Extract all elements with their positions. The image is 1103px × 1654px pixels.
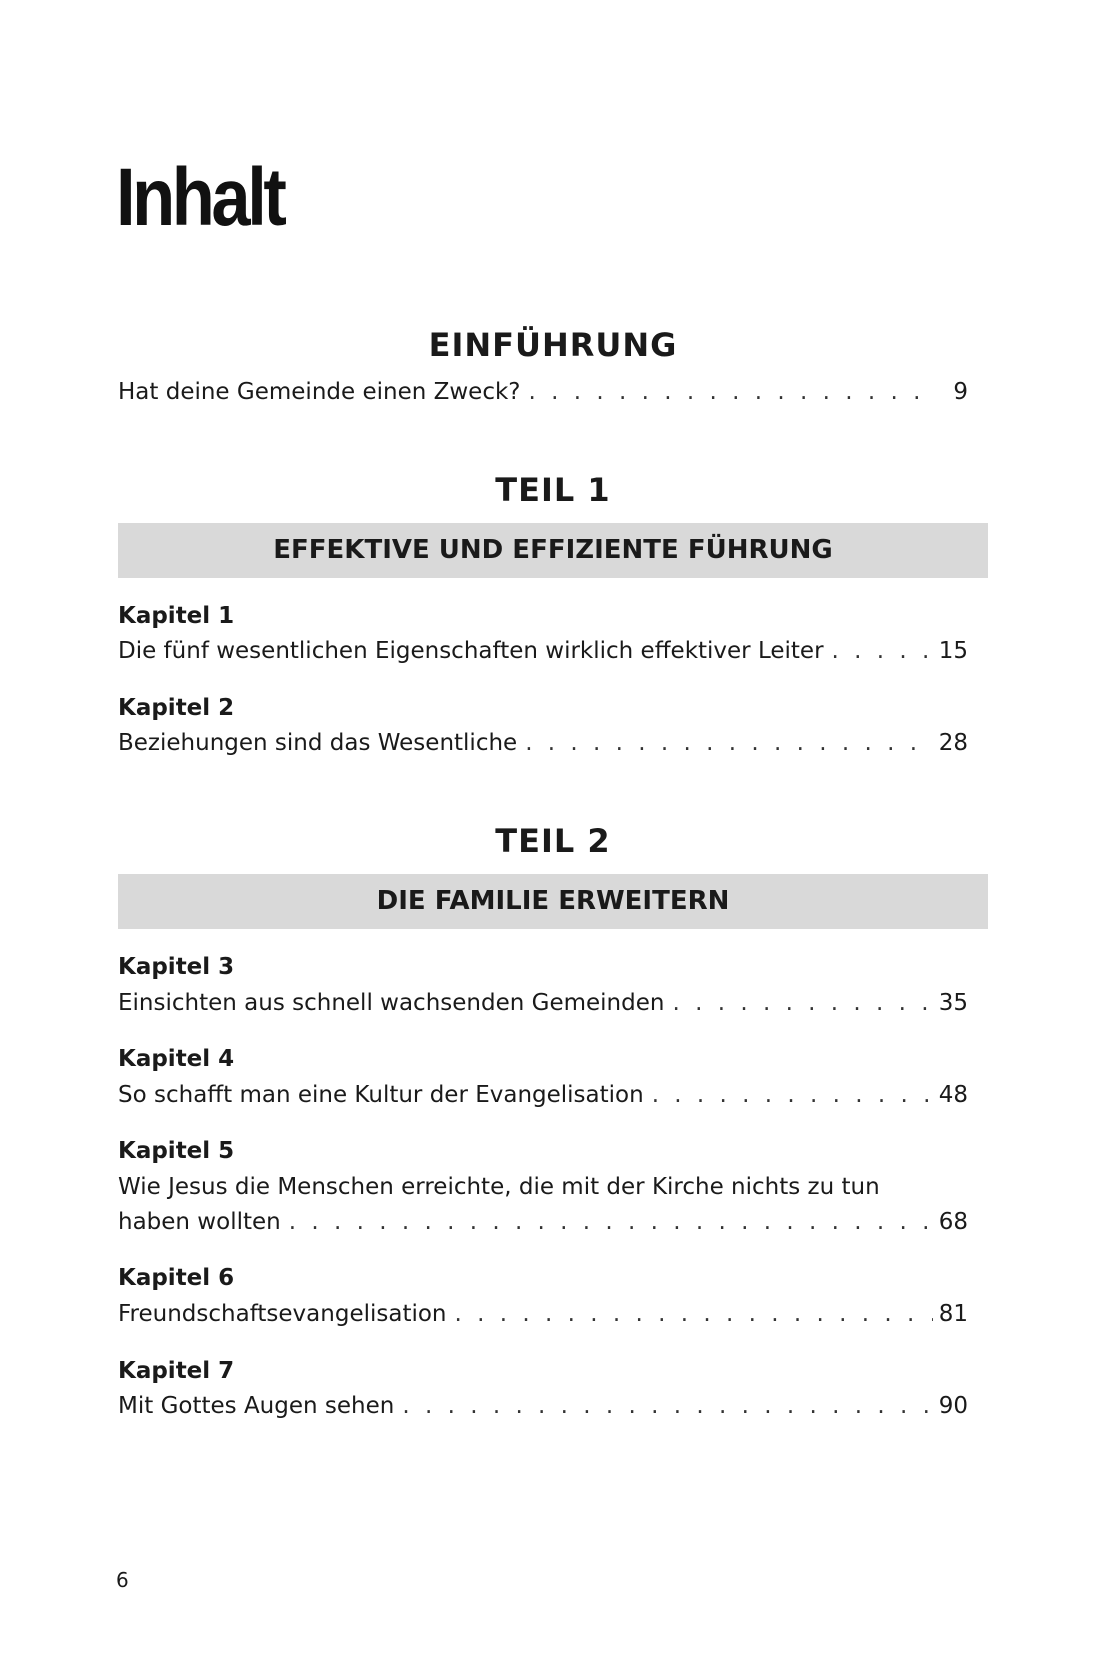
toc-entry-page: 35 [938,990,968,1016]
toc-entry-page: 9 [953,379,968,405]
toc-entry-title: Freundschaftsevangelisation [118,1301,447,1327]
part2-heading: TEIL 2 [495,822,611,860]
toc-entry-intro[interactable] [118,374,968,410]
chapter-label: Kapitel 1 [118,603,235,629]
intro-heading: EINFÜHRUNG [428,326,678,364]
page-number: 6 [116,1568,129,1592]
toc-entry-title-line1[interactable]: Wie Jesus die Menschen erreichte, die mit der Kirche nichts zu tun [118,1174,880,1200]
dot-leader [652,1077,933,1113]
toc-entry-page: 90 [938,1393,968,1419]
toc-entry-title: So schafft man eine Kultur der Evangelisation [118,1082,644,1108]
toc-entry-page: 28 [938,730,968,756]
toc-entry-title: Einsichten aus schnell wachsenden Gemeinden [118,990,665,1016]
toc-entry-page: 15 [938,638,968,664]
toc-entry-chapter-2[interactable] [118,725,968,761]
toc-entry-title: Die fünf wesentlichen Eigenschaften wirklich effektiver Leiter [118,638,824,664]
chapter-label: Kapitel 4 [118,1046,235,1072]
dot-leader [402,1388,932,1424]
dot-leader [672,985,932,1021]
toc-entry-page: 68 [938,1209,968,1235]
dot-leader [289,1204,933,1240]
toc-entry-title: Beziehungen sind das Wesentliche [118,730,518,756]
toc-entry-chapter-3[interactable] [118,985,968,1021]
toc-entry-page: 48 [938,1082,968,1108]
toc-entry-chapter-5[interactable] [118,1204,968,1240]
part1-heading: TEIL 1 [495,471,611,509]
toc-entry-title: Mit Gottes Augen sehen [118,1393,395,1419]
toc-entry-chapter-7[interactable] [118,1388,968,1424]
chapter-label: Kapitel 5 [118,1138,235,1164]
toc-entry-title: Hat deine Gemeinde einen Zweck? [118,379,521,405]
part1-banner: EFFEKTIVE UND EFFIZIENTE FÜHRUNG [118,523,988,578]
toc-entry-chapter-6[interactable] [118,1296,968,1332]
toc-entry-chapter-4[interactable] [118,1077,968,1113]
chapter-label: Kapitel 2 [118,695,235,721]
dot-leader [529,374,935,410]
chapter-label: Kapitel 3 [118,954,235,980]
part2-banner: DIE FAMILIE ERWEITERN [118,874,988,929]
page-title: Inhalt [116,152,284,243]
toc-entry-title: haben wollten [118,1209,281,1235]
dot-leader [832,633,933,669]
dot-leader [525,725,933,761]
toc-entry-chapter-1[interactable] [118,633,968,669]
chapter-label: Kapitel 6 [118,1265,235,1291]
toc-entry-page: 81 [938,1301,968,1327]
dot-leader [455,1296,933,1332]
chapter-label: Kapitel 7 [118,1358,235,1384]
